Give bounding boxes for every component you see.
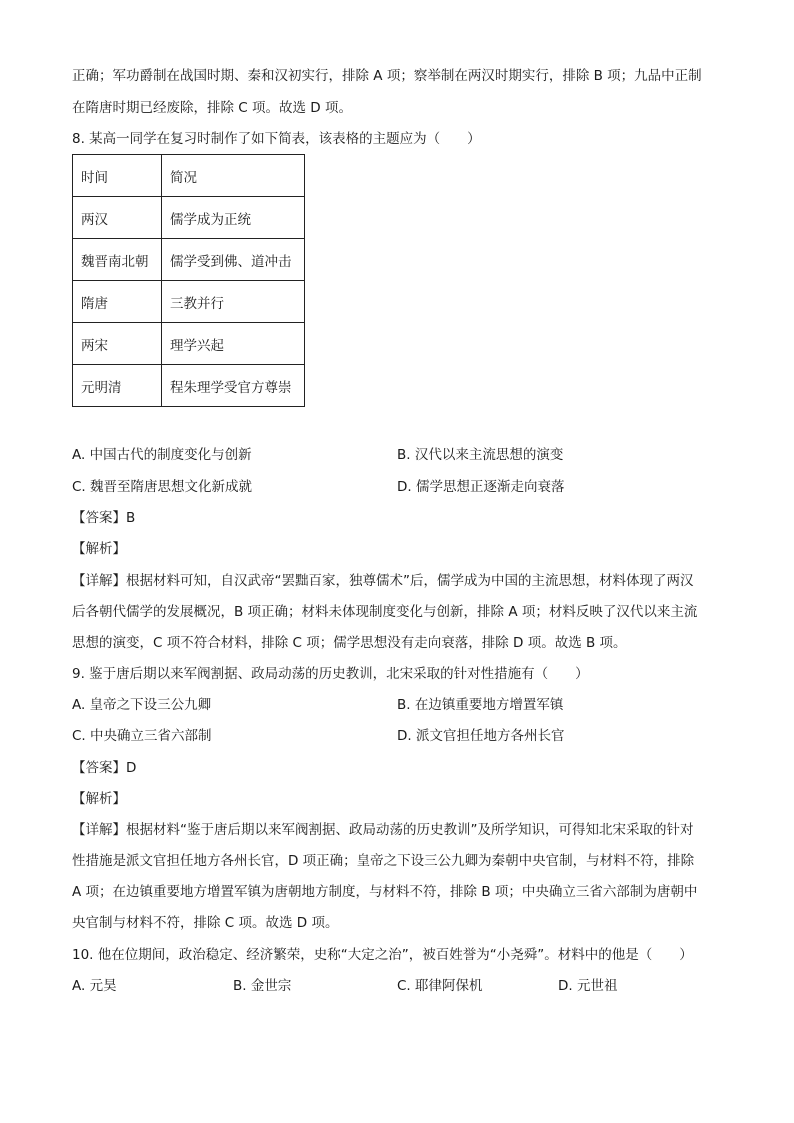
q8-option-c: C. 魏晋至隋唐思想文化新成就 xyxy=(72,479,253,495)
table-cell: 程朱理学受官方尊崇 xyxy=(162,365,305,407)
table-cell: 两宋 xyxy=(73,323,162,365)
q8-analysis-label: 【解析】 xyxy=(72,541,126,557)
table-cell: 隋唐 xyxy=(73,281,162,323)
table-cell: 元明清 xyxy=(73,365,162,407)
table-header-row xyxy=(73,155,305,197)
table-row xyxy=(73,365,305,407)
q10-option-d: D. 元世祖 xyxy=(558,978,618,994)
q9-option-c: C. 中央确立三省六部制 xyxy=(72,728,212,744)
q8-detail-line-3: 思想的演变，C 项不符合材料，排除 C 项；儒学思想没有走向衰落，排除 D 项。故选 B 项。 xyxy=(72,635,627,651)
q9-detail-line-2: 性措施是派文官担任地方各州长官，D 项正确；皇帝之下设三公九卿为秦朝中央官制，与材料不符，排除 xyxy=(72,853,695,869)
q9-detail-line-4: 央官制与材料不符，排除 C 项。故选 D 项。 xyxy=(72,915,339,931)
table-row xyxy=(73,323,305,365)
table-row xyxy=(73,281,305,323)
table-cell: 两汉 xyxy=(73,197,162,239)
q8-detail-line-1: 【详解】根据材料可知，自汉武帝“罢黜百家，独尊儒术”后，儒学成为中国的主流思想，材料体现了两汉 xyxy=(72,573,694,589)
table-cell: 三教并行 xyxy=(162,281,305,323)
question-10-stem: 10. 他在位期间，政治稳定、经济繁荣，史称“大定之治”，被百姓誉为“小尧舜”。材料中的他是（ ） xyxy=(72,947,693,963)
table-cell: 理学兴起 xyxy=(162,323,305,365)
table-row xyxy=(73,239,305,281)
table-cell: 魏晋南北朝 xyxy=(73,239,162,281)
q9-detail-line-3: A 项；在边镇重要地方增置军镇为唐朝地方制度，与材料不符，排除 B 项；中央确立三省六部制为唐朝中 xyxy=(72,884,698,900)
q9-option-d: D. 派文官担任地方各州长官 xyxy=(397,728,565,744)
question-8-stem: 8. 某高一同学在复习时制作了如下简表，该表格的主题应为（ ） xyxy=(72,131,481,147)
table-header-cell: 时间 xyxy=(73,155,162,197)
q8-detail-line-2: 后各朝代儒学的发展概况，B 项正确；材料未体现制度变化与创新，排除 A 项；材料反映了汉代以来主流 xyxy=(72,604,698,620)
intro-line-1: 正确；军功爵制在战国时期、秦和汉初实行，排除 A 项；察举制在两汉时期实行，排除 B 项；九品中正制 xyxy=(72,68,702,84)
q9-detail-line-1: 【详解】根据材料“鉴于唐后期以来军阀割据、政局动荡的历史教训”及所学知识，可得知北宋采取的针对 xyxy=(72,822,694,838)
table-cell: 儒学成为正统 xyxy=(162,197,305,239)
q10-option-c: C. 耶律阿保机 xyxy=(397,978,483,994)
q9-option-b: B. 在边镇重要地方增置军镇 xyxy=(397,697,564,713)
q9-option-a: A. 皇帝之下设三公九卿 xyxy=(72,697,212,713)
question-9-stem: 9. 鉴于唐后期以来军阀割据、政局动荡的历史教训，北宋采取的针对性措施有（ ） xyxy=(72,666,589,682)
q8-option-a: A. 中国古代的制度变化与创新 xyxy=(72,447,252,463)
q9-answer: 【答案】D xyxy=(72,760,137,776)
q9-analysis-label: 【解析】 xyxy=(72,791,126,807)
q10-option-b: B. 金世宗 xyxy=(233,978,292,994)
q8-answer: 【答案】B xyxy=(72,510,136,526)
table-header-cell: 简况 xyxy=(162,155,305,197)
intro-line-2: 在隋唐时期已经废除，排除 C 项。故选 D 项。 xyxy=(72,100,352,116)
q10-option-a: A. 元昊 xyxy=(72,978,117,994)
q8-option-b: B. 汉代以来主流思想的演变 xyxy=(397,447,564,463)
table-cell: 儒学受到佛、道冲击 xyxy=(162,239,305,281)
summary-table xyxy=(72,154,305,407)
table-row xyxy=(73,197,305,239)
q8-option-d: D. 儒学思想正逐渐走向衰落 xyxy=(397,479,565,495)
